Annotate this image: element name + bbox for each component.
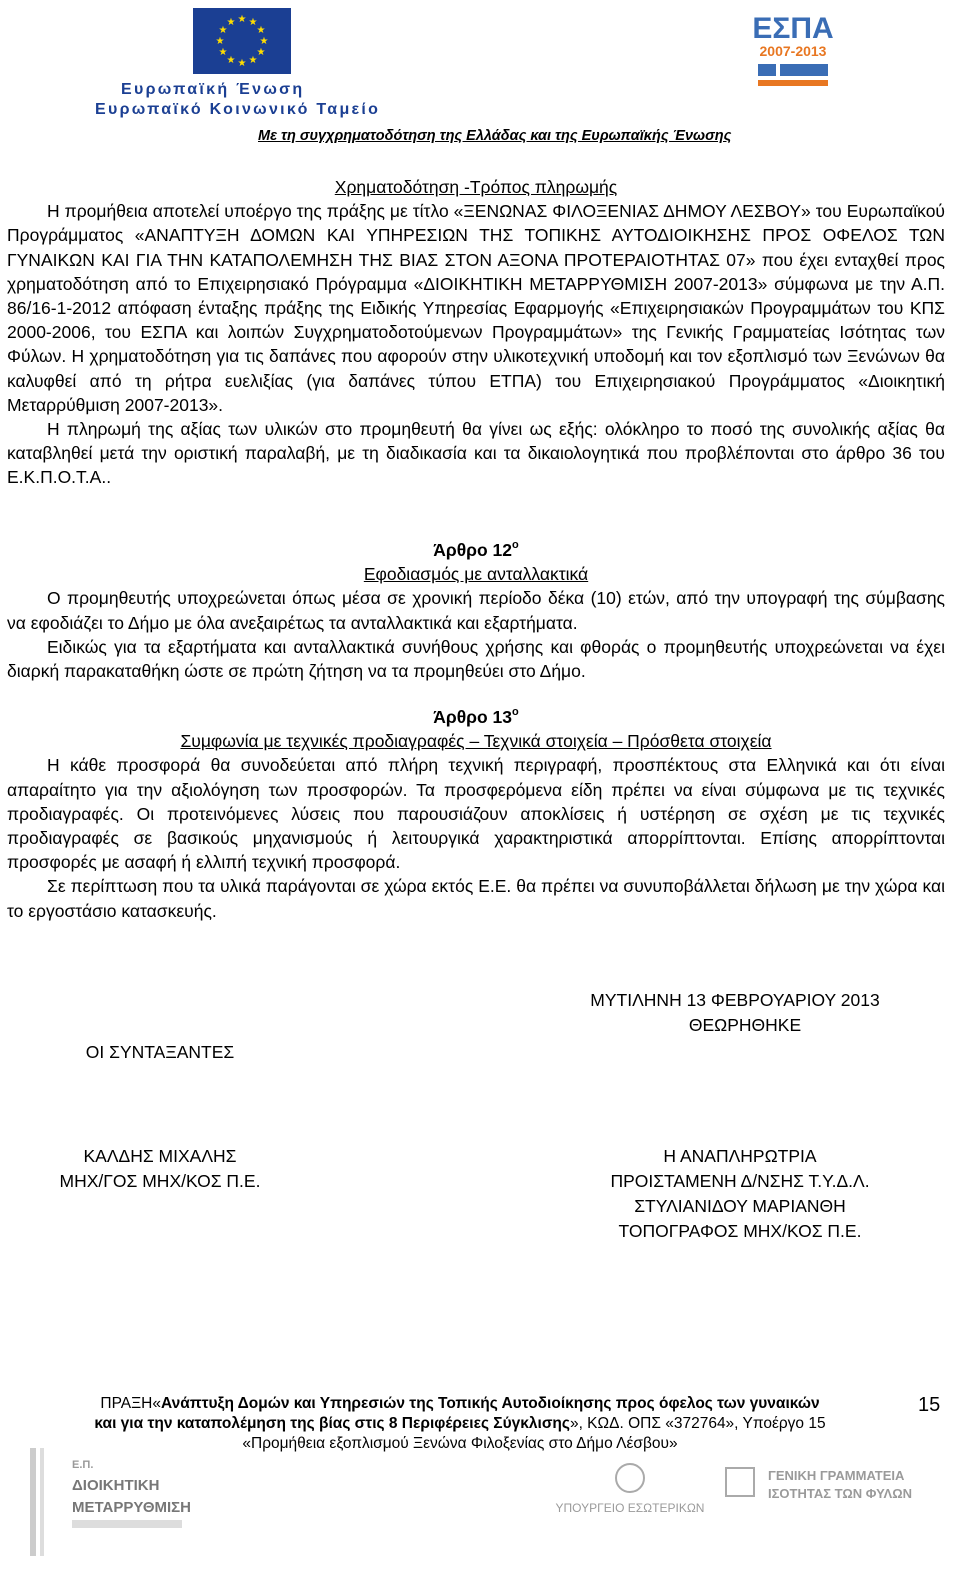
left-signer-title: ΜΗΧ/ΓΟΣ ΜΗΧ/ΚΟΣ Π.Ε. xyxy=(59,1171,261,1191)
authors-label: ΟΙ ΣΥΝΤΑΞΑΝΤΕΣ xyxy=(85,1042,235,1062)
svg-text:★: ★ xyxy=(218,25,228,36)
right-signer-name: ΣΤΥΛΙΑΝΙΔΟΥ ΜΑΡΙΑΝΘΗ xyxy=(634,1196,846,1216)
article-13-paragraph-2: Σε περίπτωση που τα υλικά παράγονται σε χώρα εκτός Ε.Ε. θα πρέπει να συνυποβάλλεται δήλωση με την χώρα και το εργοστάσιο κατασκευής. xyxy=(7,876,945,921)
financing-heading: Χρηματοδότηση -Τρόπος πληρωμής xyxy=(334,177,618,197)
footer-project-bold-2: και για την καταπολέμηση της βίας στις 8 Περιφέρειες Σύγκλισης xyxy=(94,1415,570,1432)
article-12-title xyxy=(7,533,945,562)
svg-text:★: ★ xyxy=(237,14,247,25)
footer-line-2 xyxy=(20,1414,900,1434)
place-date: ΜΥΤΙΛΗΝΗ 13 ΦΕΒΡΟΥΑΡΙΟΥ 2013 xyxy=(590,990,880,1010)
svg-text:★: ★ xyxy=(256,25,266,36)
place-date-block xyxy=(540,988,930,1038)
espa-title: ΕΣΠΑ xyxy=(752,12,834,45)
svg-text:★: ★ xyxy=(218,47,228,58)
footer-line-3: «Προμήθεια εξοπλισμού Ξενώνα Φιλοξενίας στο Δήμο Λέσβου» xyxy=(242,1435,678,1452)
gender-equality-line-2: ΙΣΟΤΗΤΑΣ ΤΩΝ ΦΥΛΩΝ xyxy=(768,1486,913,1501)
article-12-paragraph-1: Ο προμηθευτής υποχρεώνεται όπως μέσα σε χρονική περίοδο δέκα (10) ετών, από την υπογραφή της σύμβασης να εφοδιάζει το Δήμο με όλα ανεξαιρέτως τα ανταλλακτικά και εξαρτήματα. xyxy=(7,588,945,633)
article-13-title-sup: ο xyxy=(512,706,519,718)
article-13-title-text: Άρθρο 13 xyxy=(433,707,513,727)
page-footer xyxy=(20,1394,900,1454)
right-signer-role: Η ΑΝΑΠΛΗΡΩΤΡΙΑ xyxy=(663,1146,817,1166)
svg-text:★: ★ xyxy=(256,47,266,58)
article-13-paragraph-1: Η κάθε προσφορά θα συνοδεύεται από πλήρη τεχνική περιγραφή, προσπέκτους στα Ελληνικά και ότι είναι απαραίτητο για την αξιολόγηση των προσφορών. Τα προσφερόμενα είδη πρέπει να είναι σύμφωνα με τις τεχνικές προδιαγραφές. Οι προτεινόμενες λύσεις που παρουσιάζουν αποκλίσεις ή υστέρηση σε σχέση με τις τεχνικές προδιαγραφές σε βασικούς μηχανισμούς ή λειτουργικά χαρακτηριστικά απορρίπτονται. Επίσης απορρίπτονται προσφορές με ασαφή ή ελλιπή τεχνική προσφορά. xyxy=(7,755,945,873)
svg-text:★: ★ xyxy=(248,55,258,66)
eu-line-2: Ευρωπαϊκό Κοινωνικό Ταμείο xyxy=(95,101,381,118)
financing-section xyxy=(7,175,945,490)
cofinance-note: Με τη συγχρηματοδότηση της Ελλάδας και της Ευρωπαϊκής Ένωσης xyxy=(258,128,732,144)
footer-prefix: ΠΡΑΞΗ« xyxy=(100,1395,161,1412)
eu-caption xyxy=(95,80,380,120)
bottom-logos xyxy=(30,1448,940,1558)
gender-equality-line-1: ΓΕΝΙΚΗ ΓΡΑΜΜΑΤΕΙΑ xyxy=(768,1468,905,1483)
article-12 xyxy=(7,533,945,683)
ministry-name: ΥΠΟΥΡΓΕΙΟ ΕΣΩΤΕΡΙΚΩΝ xyxy=(555,1501,705,1515)
article-12-title-sup: ο xyxy=(512,539,519,551)
admin-reform-line-2: ΜΕΤΑΡΡΥΘΜΙΣΗ xyxy=(72,1499,191,1516)
svg-text:★: ★ xyxy=(248,17,258,28)
right-signature xyxy=(545,1144,935,1244)
left-signer-name: ΚΑΛΔΗΣ ΜΙΧΑΛΗΣ xyxy=(83,1146,237,1166)
eu-stars-icon xyxy=(193,8,291,74)
svg-text:★: ★ xyxy=(237,58,247,69)
page-number: 15 xyxy=(918,1394,941,1416)
article-12-title-text: Άρθρο 12 xyxy=(433,540,513,560)
article-13 xyxy=(7,700,945,923)
svg-text:★: ★ xyxy=(226,55,236,66)
footer-project-bold-1: Ανάπτυξη Δομών και Υπηρεσιών της Τοπικής Αυτοδιοίκησης προς όφελος των γυναικών xyxy=(160,1395,820,1412)
article-13-title xyxy=(7,700,945,729)
eu-flag-logo xyxy=(193,8,291,74)
footer-line-1 xyxy=(20,1394,900,1414)
svg-text:★: ★ xyxy=(215,36,225,47)
left-signature xyxy=(10,1144,310,1194)
footer-suffix: », ΚΩΔ. ΟΠΣ «372764», Υποέργο 15 xyxy=(569,1415,826,1432)
article-12-subtitle: Εφοδιασμός με ανταλλακτικά xyxy=(363,564,589,585)
ministry-interior-logo xyxy=(556,1464,705,1515)
right-signer-position: ΠΡΟΙΣΤΑΜΕΝΗ Δ/ΝΣΗΣ Τ.Υ.Δ.Λ. xyxy=(610,1171,870,1191)
espa-years: 2007-2013 xyxy=(759,43,827,59)
svg-text:★: ★ xyxy=(226,17,236,28)
financing-paragraph-1: Η προμήθεια αποτελεί υποέργο της πράξης με τίτλο «ΞΕΝΩΝΑΣ ΦΙΛΟΞΕΝΙΑΣ ΔΗΜΟΥ ΛΕΣΒΟΥ» του Ευρωπαϊκού Προγράμματος «ΑΝΑΠΤΥΞΗ ΔΟΜΩΝ ΚΑΙ ΥΠΗΡΕΣΙΩΝ ΤΗΣ ΤΟΠΙΚΗΣ ΑΥΤΟΔΙΟΙΚΗΣΗΣ ΠΡΟΣ ΟΦΕΛΟΣ ΤΩΝ ΓΥΝΑΙΚΩΝ ΚΑΙ ΓΙΑ ΤΗΝ ΚΑΤΑΠΟΛΕΜΗΣΗ ΤΗΣ ΒΙΑΣ ΣΤΟΝ ΑΞΟΝΑ ΠΡΟΤΕΡΑΙΟΤΗΤΑΣ 07» που έχει ενταχθεί προς χρηματοδότηση από το Επιχειρησιακό Πρόγραμμα «ΔΙΟΙΚΗΤΙΚΗ ΜΕΤΑΡΡΥΘΜΙΣΗ 2007-2013» σύμφωνα με την Α.Π. 86/16-1-2012 απόφαση ένταξης πράξης της Ειδικής Υπηρεσίας Εφαρμογής «Επιχειρησιακών Προγραμμάτων του ΚΠΣ 2000-2006, του ΕΣΠΑ και λοιπών Συγχρηματοδοτούμενων Προγραμμάτων» της Γενικής Γραμματείας Ισότητας των Φύλων. Η χρηματοδότηση για τις δαπάνες που αφορούν στην υλικοτεχνική υποδομή και τον εξοπλισμό των Ξενώνων θα καλυφθεί από τη ρήτρα ευελιξίας (για δαπάνες τύπου ΕΤΠΑ) του Επιχειρησιακού Προγράμματος «Διοικητική Μεταρρύθμιση 2007-2013». xyxy=(7,201,945,415)
admin-reform-logo xyxy=(30,1448,191,1556)
eu-line-1: Ευρωπαϊκή Ένωση xyxy=(121,81,305,98)
espa-logo xyxy=(750,8,836,92)
admin-reform-small: Ε.Π. xyxy=(72,1459,94,1471)
admin-reform-line-1: ΔΙΟΙΚΗΤΙΚΗ xyxy=(72,1477,160,1494)
article-13-subtitle: Συμφωνία με τεχνικές προδιαγραφές – Τεχνικά στοιχεία – Πρόσθετα στοιχεία xyxy=(180,731,772,752)
approved-label: ΘΕΩΡΗΘΗΚΕ xyxy=(688,1015,802,1035)
svg-text:★: ★ xyxy=(259,36,269,47)
gender-equality-logo xyxy=(726,1468,912,1501)
financing-paragraph-2: Η πληρωμή της αξίας των υλικών στο προμηθευτή θα γίνει ως εξής: ολόκληρο το ποσό της συνολικής αξίας θα καταβληθεί μετά την οριστική παραλαβή, με τη διαδικασία και τα δικαιολογητικά που προβλέπονται στο άρθρο 36 του Ε.Κ.Π.Ο.Τ.Α.. xyxy=(7,419,945,488)
article-12-paragraph-2: Ειδικώς για τα εξαρτήματα και ανταλλακτικά συνήθους χρήσης και φθοράς ο προμηθευτής υποχρεώνεται να έχει διαρκή παρακαταθήκη ώστε σε πρώτη ζήτηση να τα προμηθεύει στο Δήμο. xyxy=(7,636,945,682)
right-signer-title: ΤΟΠΟΓΡΑΦΟΣ ΜΗΧ/ΚΟΣ Π.Ε. xyxy=(618,1221,862,1241)
